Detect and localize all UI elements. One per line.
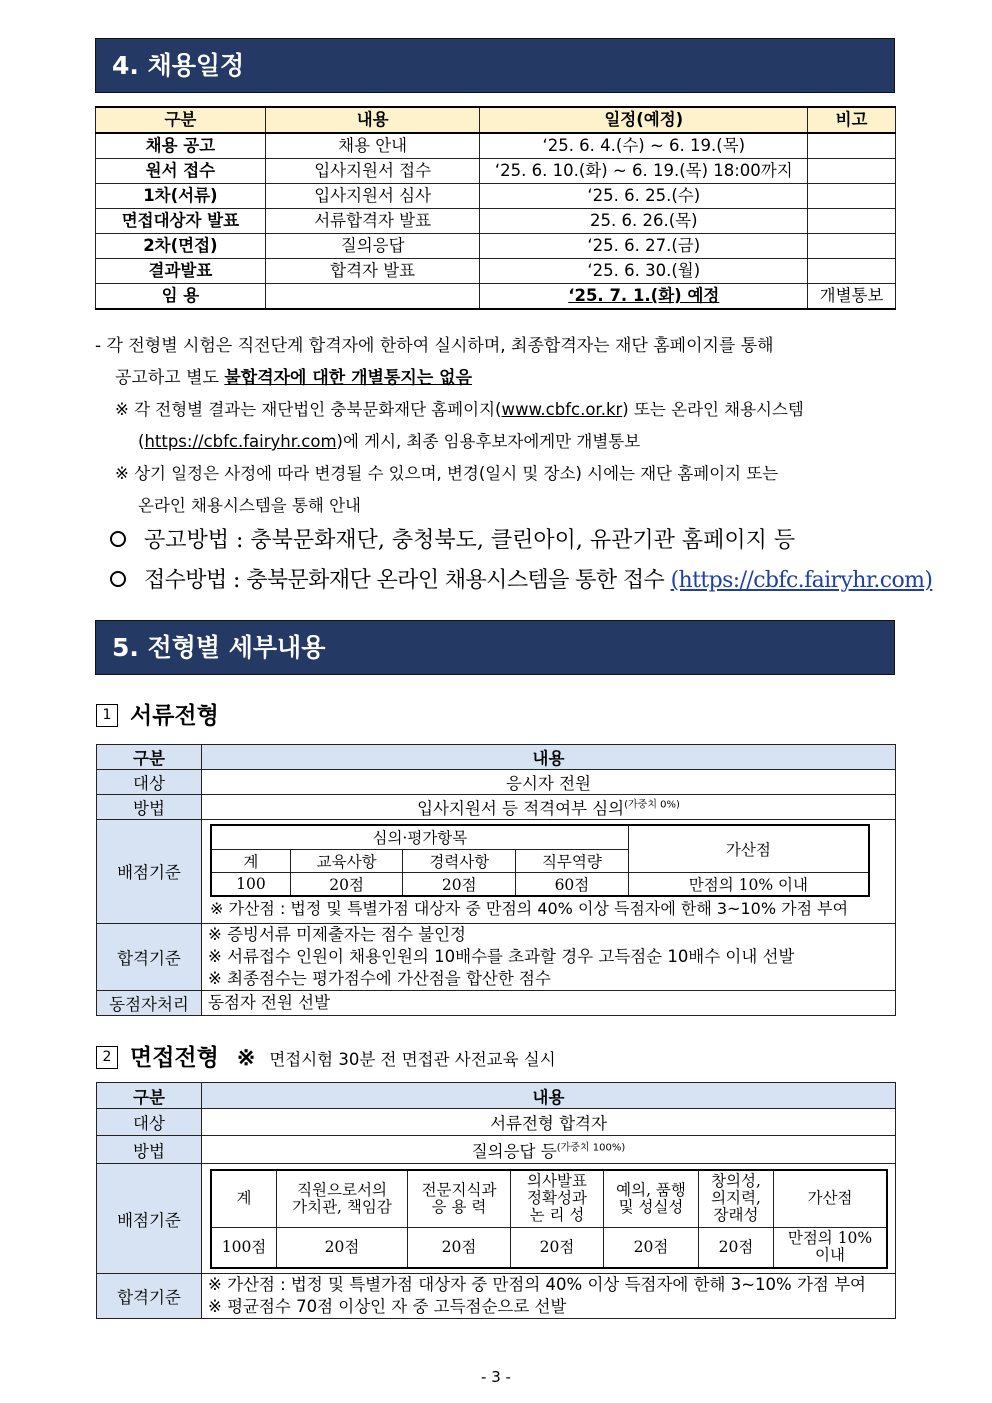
schedule-cell: 합격자 발표 [265,259,480,284]
announce-method-text: 공고방법 : 충북문화재단, 충청북도, 클린아이, 유관기관 홈페이지 등 [144,528,796,553]
doc-scoring-cell [202,820,896,924]
iv-pass-cell [202,1274,896,1319]
doc-pass-line: ※ 서류접수 인원이 채용인원의 10배수를 초과할 경우 고득점순 10배수 이내 선발 [208,946,795,966]
doc-pass-line: ※ 최종점수는 평가점수에 가산점을 합산한 점수 [208,968,551,988]
table-row [97,1136,896,1164]
schedule-cell: ‘25. 6. 30.(월) [480,259,808,284]
iv-bonus-value: 만점의 10% 이내 [774,1228,888,1268]
recruit-system-link[interactable]: https://cbfc.fairyhr.com [144,432,337,451]
schedule-cell: 입사지원서 심사 [265,184,480,209]
doc-scoring-note: ※ 가산점 : 법정 및 특별가점 대상자 중 만점의 40% 이상 득점자에 한해 3~10% 가점 부여 [210,898,849,918]
number-box-icon: 2 [96,1046,118,1069]
number-box-icon: 1 [96,704,118,727]
schedule-cell: 서류합격자 발표 [265,209,480,234]
note-2-line-1: ※ 상기 일정은 사정에 따라 변경될 수 있으며, 변경(일시 및 장소) 시에는 재단 홈페이지 또는 [115,464,779,483]
table-row [97,745,896,770]
schedule-cell [808,209,896,234]
website-link[interactable]: www.cbfc.or.kr [501,400,623,419]
iv-method-cell [202,1136,896,1164]
iv-item: 창의성, 의지력, 장래성 [699,1170,774,1228]
schedule-cell: ‘25. 6. 4.(수) ~ 6. 19.(목) [480,133,808,159]
page-number: - 3 - [481,1368,511,1386]
doc-criteria-header: 심의·평가항목 [211,825,628,849]
table-row [97,770,896,795]
note-mark: ※ [236,1045,256,1071]
iv-score: 20점 [699,1228,774,1268]
note-1-suffix: ) 또는 온라인 채용시스템 [622,400,804,419]
schedule-cell: 질의응답 [265,234,480,259]
doc-score: 60점 [516,872,629,896]
doc-score: 20점 [290,872,403,896]
iv-item: 전문지식과 응 용 력 [408,1170,511,1228]
iv-pass-label: 합격기준 [97,1274,202,1319]
schedule-cell: 2차(면접) [96,234,266,259]
receipt-link[interactable]: (https://cbfc.fairyhr.com) [670,568,933,593]
iv-item: 예의, 품행 및 성실성 [604,1170,699,1228]
table-row [97,990,896,1015]
schedule-cell [808,159,896,184]
doc-method-label: 방법 [97,795,202,820]
table-row [96,133,896,159]
schedule-cell: ‘25. 6. 27.(금) [480,234,808,259]
doc-col-header: 구분 [97,745,202,770]
table-row [97,923,896,990]
doc-target-label: 대상 [97,770,202,795]
doc-tie-label: 동점자처리 [97,990,202,1015]
schedule-header-content: 내용 [265,107,480,133]
interview-heading [96,1039,556,1072]
table-row [96,284,896,310]
table-row [96,234,896,259]
iv-target-value: 서류전형 합격자 [202,1109,896,1136]
interview-note: 면접시험 30분 전 면접관 사전교육 실시 [269,1050,556,1069]
doc-method-value: 입사지원서 등 적격여부 심의 [417,799,625,818]
schedule-cell [808,133,896,159]
doc-method-cell [202,795,896,820]
schedule-cell: 임 용 [96,284,266,310]
schedule-cell: 채용 안내 [265,133,480,159]
doc-score: 100 [211,872,290,896]
schedule-cell: 원서 접수 [96,159,266,184]
iv-content-header: 내용 [202,1083,896,1109]
circle-bullet-icon [110,571,126,587]
iv-score: 100점 [211,1228,277,1268]
schedule-cell: 개별통보 [808,284,896,310]
iv-item: 가산점 [774,1170,888,1228]
note-2-line-2: 온라인 채용시스템을 통해 안내 [138,496,361,515]
doc-scoring-label: 배점기준 [97,820,202,924]
doc-screen-heading [96,697,219,730]
iv-pass-line: ※ 평균점수 70점 이상인 자 중 고득점순으로 선발 [208,1297,567,1316]
schedule-header-row [96,107,896,133]
iv-item: 의사발표 정확성과 논 리 성 [511,1170,604,1228]
table-row [96,184,896,209]
interview-title: 면접전형 [130,1044,219,1071]
doc-item: 계 [211,849,290,872]
iv-scoring-cell [202,1164,896,1274]
table-row [96,159,896,184]
doc-item: 경력사항 [403,849,516,872]
iv-col-header: 구분 [97,1083,202,1109]
doc-scoring-table [210,824,870,897]
table-row [96,259,896,284]
iv-score: 20점 [277,1228,408,1268]
schedule-cell: 입사지원서 접수 [265,159,480,184]
schedule-cell: 면접대상자 발표 [96,209,266,234]
notice-line-2-prefix: 공고하고 별도 [115,368,225,388]
schedule-cell: 결과발표 [96,259,266,284]
notice-line-1: - 각 전형별 시험은 직전단계 합격자에 한하여 실시하며, 최종합격자는 재단 홈페이지를 통해 [95,336,774,356]
iv-method-value: 질의응답 등 [471,1141,557,1161]
schedule-cell: 25. 6. 26.(목) [480,209,808,234]
doc-item: 직무역량 [516,849,629,872]
doc-target-value: 응시자 전원 [202,770,896,795]
schedule-cell [808,259,896,284]
schedule-cell [808,234,896,259]
table-row [96,209,896,234]
doc-tie-value: 동점자 전원 선발 [202,990,896,1015]
iv-method-label: 방법 [97,1136,202,1164]
iv-score: 20점 [511,1228,604,1268]
iv-pass-line: ※ 가산점 : 법정 및 특별가점 대상자 중 만점의 40% 이상 득점자에 한해 3~10% 가점 부여 [208,1275,866,1294]
schedule-cell [808,184,896,209]
iv-scoring-table [210,1169,888,1269]
note-1b-suffix: )에 게시, 최종 임용후보자에게만 개별통보 [336,432,641,451]
section-4-title: 4. 채용일정 [95,38,895,93]
schedule-header-date: 일정(예정) [480,107,808,133]
table-row [97,1109,896,1136]
schedule-cell: ‘25. 6. 10.(화) ~ 6. 19.(목) 18:00까지 [480,159,808,184]
doc-screen-table [96,744,896,1016]
schedule-cell: 1차(서류) [96,184,266,209]
schedule-cell [265,284,480,310]
table-row [97,1274,896,1319]
iv-target-label: 대상 [97,1109,202,1136]
note-1b-prefix: ( [138,432,145,451]
doc-bonus-header: 가산점 [628,825,869,872]
notice-line-2 [115,366,472,390]
iv-item: 직원으로서의 가치관, 책임감 [277,1170,408,1228]
section-5-title: 5. 전형별 세부내용 [95,620,895,675]
schedule-table [95,106,896,310]
table-row [97,795,896,820]
table-row [97,1164,896,1274]
notice-no-individual: 불합격자에 대한 개별통지는 없음 [224,368,473,388]
receipt-method-text: 접수방법 : 충북문화재단 온라인 채용시스템을 통한 접수 [144,568,671,593]
iv-item: 계 [211,1170,277,1228]
doc-pass-line: ※ 증빙서류 미제출자는 점수 불인정 [208,924,466,944]
doc-item: 교육사항 [290,849,403,872]
schedule-header-remark: 비고 [808,107,896,133]
doc-score: 20점 [403,872,516,896]
doc-pass-cell [202,923,896,990]
iv-scoring-label: 배점기준 [97,1164,202,1274]
note-1-line-2 [138,430,640,454]
note-1-line-1 [115,398,804,422]
doc-method-weight: (가중치 0%) [624,799,680,811]
circle-bullet-icon [110,531,126,547]
announce-method [110,526,795,556]
receipt-method [110,566,932,596]
iv-score: 20점 [604,1228,699,1268]
doc-screen-title: 서류전형 [130,702,219,729]
schedule-cell: ‘25. 6. 25.(수) [480,184,808,209]
schedule-cell: ‘25. 7. 1.(화) 예정 [480,284,808,310]
table-row [97,820,896,924]
doc-pass-label: 합격기준 [97,923,202,990]
table-row [97,1083,896,1109]
doc-content-header: 내용 [202,745,896,770]
interview-table [96,1082,896,1319]
iv-method-weight: (가중치 100%) [556,1142,626,1153]
doc-bonus-value: 만점의 10% 이내 [628,872,869,896]
iv-score: 20점 [408,1228,511,1268]
note-1-prefix: ※ 각 전형별 결과는 재단법인 충북문화재단 홈페이지( [115,400,502,419]
schedule-cell: 채용 공고 [96,133,266,159]
schedule-header-category: 구분 [96,107,266,133]
